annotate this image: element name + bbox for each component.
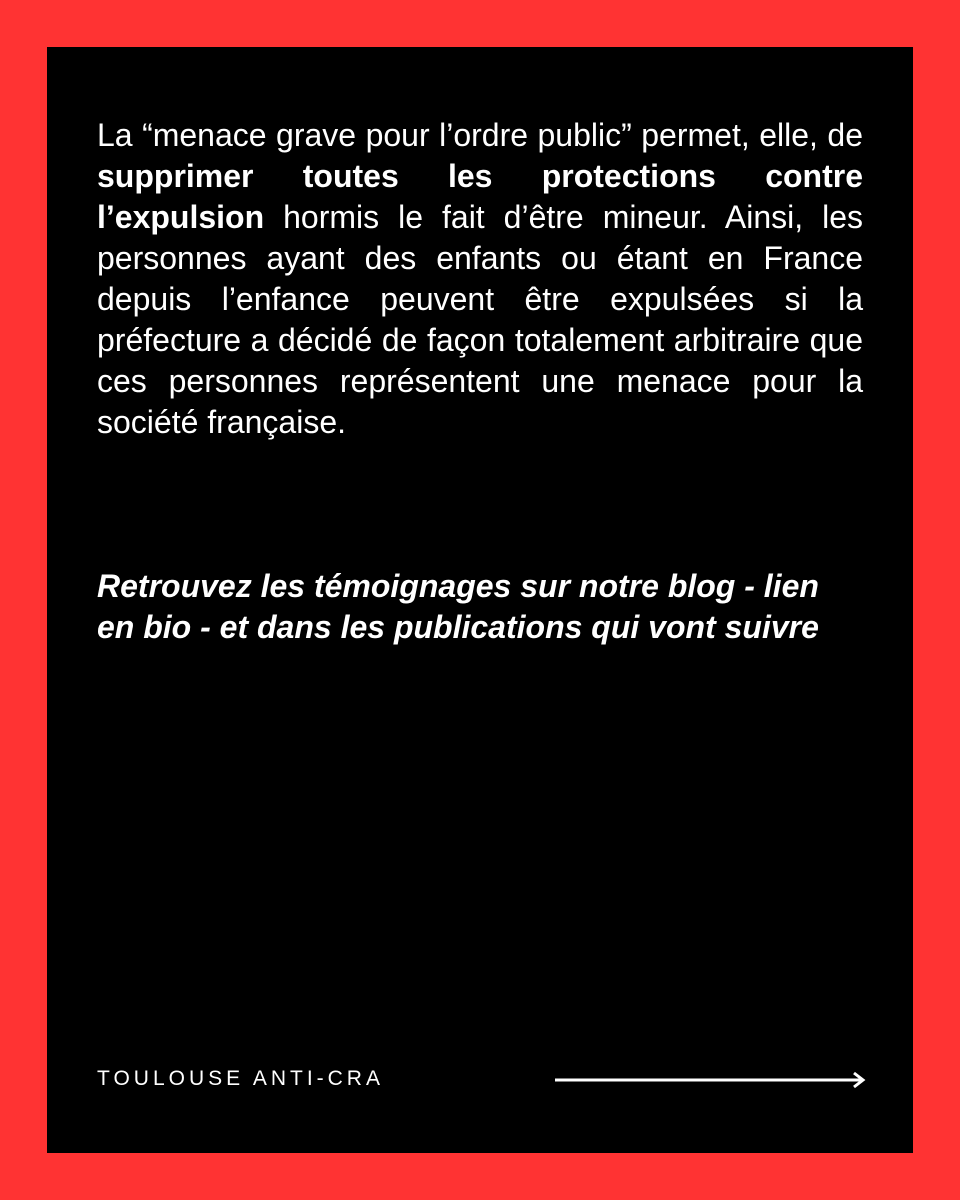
arrow-right-icon[interactable] <box>555 1070 867 1090</box>
call-to-action: Retrouvez les témoignages sur notre blog - lien en bio - et dans les publications qui vont suivre <box>97 568 819 645</box>
post-card <box>47 47 913 1153</box>
body-text-part2: hormis le fait d’être mineur. Ainsi, les personnes ayant des enfants ou étant en France depuis l’enfance peuvent être expulsées si la préfecture a décidé de façon totalement arbitraire que ces personnes représentent une menace pour la société française. <box>97 199 863 440</box>
body-paragraph <box>97 115 863 443</box>
body-text-bold: supprimer toutes les protections contre l’expulsion <box>97 158 863 235</box>
footer-brand: TOULOUSE ANTI-CRA <box>97 1067 384 1090</box>
body-text-part1: La “menace grave pour l’ordre public” permet, elle, de <box>97 117 863 153</box>
